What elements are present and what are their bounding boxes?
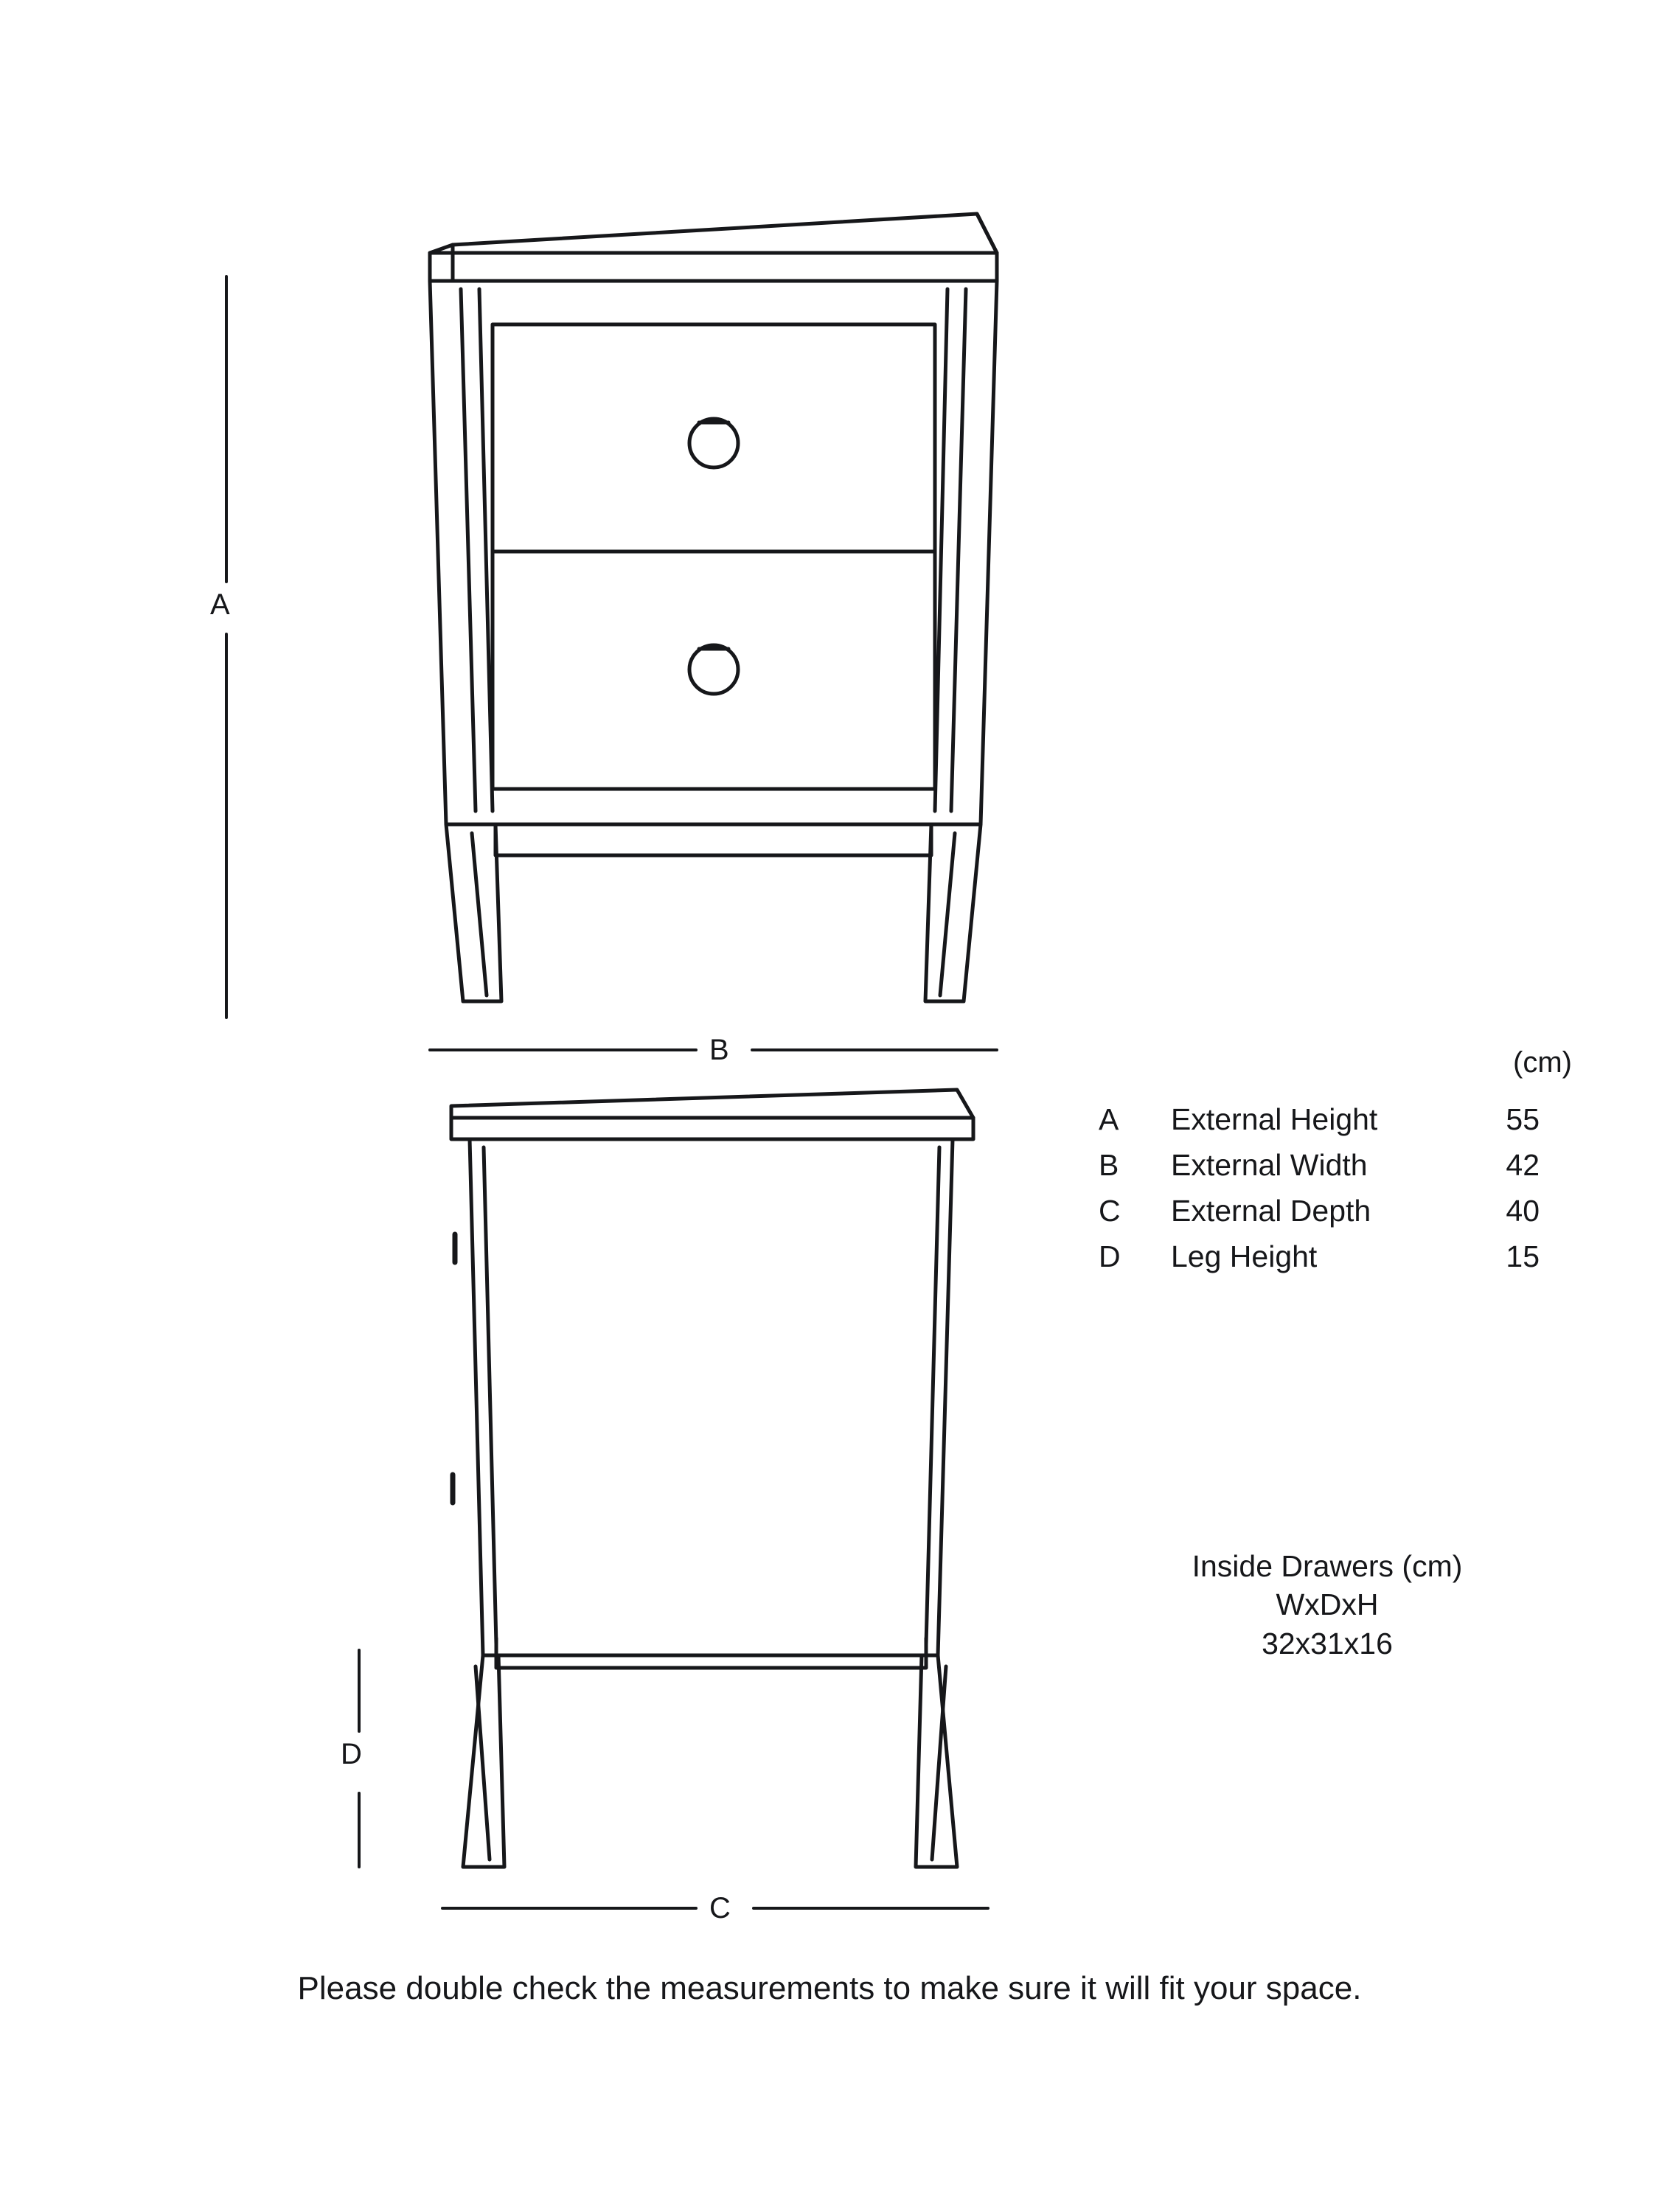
footer-note: Please double check the measurements to make sure it will fit your space. [297, 1970, 1362, 2006]
cabinet-body-side [470, 1139, 953, 1655]
dimension-label-c: C [709, 1892, 731, 1924]
drawer-handle-lower [689, 645, 738, 694]
row-name: Leg Height [1171, 1239, 1318, 1273]
table-row [1099, 1239, 1540, 1287]
side-view-drawing [451, 1090, 973, 1867]
row-name: External Height [1171, 1102, 1378, 1136]
table-row [1099, 1196, 1540, 1242]
dimension-label-b: B [709, 1034, 730, 1066]
row-value: 15 [1506, 1239, 1540, 1273]
row-name: External Width [1171, 1148, 1368, 1182]
row-letter: B [1099, 1148, 1119, 1182]
row-value: 40 [1506, 1194, 1540, 1228]
inside-drawers-block [1099, 1547, 1556, 1663]
row-letter: C [1099, 1194, 1121, 1228]
row-value: 42 [1506, 1148, 1540, 1182]
table-row [1099, 1102, 1540, 1150]
units-heading: (cm) [1513, 1046, 1572, 1079]
side-rail [496, 1638, 926, 1668]
row-letter: D [1099, 1239, 1121, 1273]
table-top-front [430, 214, 997, 281]
row-value: 55 [1506, 1102, 1540, 1136]
front-rail [495, 824, 931, 855]
dimension-label-a: A [210, 588, 231, 621]
dimensions-table [1099, 1102, 1540, 1287]
front-view-drawing [430, 214, 997, 1001]
drawer-handle-upper [689, 419, 738, 467]
drawer-frame [493, 324, 935, 789]
inside-drawers-title: Inside Drawers (cm) [1192, 1549, 1463, 1583]
leg-side-right [916, 1655, 957, 1867]
table-top-side [451, 1090, 973, 1139]
row-letter: A [1099, 1102, 1119, 1136]
row-name: External Depth [1171, 1194, 1371, 1228]
table-row [1099, 1150, 1540, 1196]
inside-drawers-value: 32x31x16 [1262, 1626, 1393, 1660]
dimension-label-d: D [341, 1738, 363, 1770]
inside-drawers-order: WxDxH [1276, 1587, 1379, 1622]
